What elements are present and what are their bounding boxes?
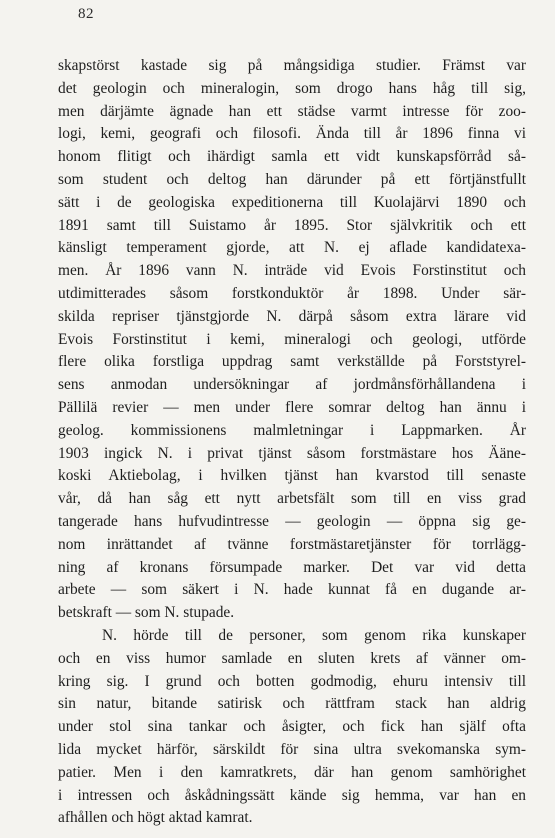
text-line: som student och deltog han därunder på ett förtjänstfullt (58, 170, 526, 188)
text-line: Pällilä revier — men under flere somrar deltog han ännu i (58, 398, 526, 416)
text-line: flere olika forstliga uppdrag samt verkställde på Forststyrel- (58, 353, 526, 371)
text-line: sin natur, bitande satirisk och rättfram stack han aldrig (58, 695, 526, 713)
page-number: 82 (78, 6, 94, 22)
paragraph-1 (58, 55, 526, 625)
text-line: honom flitigt och ihärdigt samla ett vidt kunskapsförråd så- (58, 148, 526, 166)
text-line: i intressen och åskådningssätt kände sig hemma, var han en (58, 786, 526, 804)
text-line: tangerade hans hufvudintresse — geologin — öppna sig ge- (58, 512, 526, 530)
text-line: koski Aktiebolag, i hvilken tjänst han kvarstod till senaste (58, 467, 526, 485)
text-line: Evois Forstinstitut i kemi, mineralogi och geologi, utförde (58, 330, 526, 348)
body-text (58, 55, 526, 830)
text-line: geolog. kommissionens malmletningar i Lappmarken. År (58, 421, 526, 439)
text-line: utdimitterades såsom forstkonduktör år 1898. Under sär- (58, 284, 526, 302)
text-line: det geologin och mineralogin, som drogo hans håg till sig, (58, 79, 526, 97)
text-line: känsligt temperament gjorde, att N. ej aflade kandidatexa- (58, 239, 526, 257)
text-line: och en viss humor samlade en sluten krets af vänner om- (58, 649, 526, 667)
text-line: sens anmodan undersökningar af jordmånsförhållandena i (58, 376, 526, 394)
text-line: 1891 samt till Suistamo år 1895. Stor självkritik och ett (58, 216, 526, 234)
paragraph-2 (58, 625, 526, 830)
text-line: men därjämte ägnade han ett städse varmt intresse för zoo- (58, 102, 526, 120)
text-line: 1903 ingick N. i privat tjänst såsom forstmästare hos Ääne- (58, 444, 526, 462)
text-line: skapstörst kastade sig på mångsidiga studier. Främst var (58, 57, 526, 74)
text-line: men. År 1896 vann N. inträde vid Evois Forstinstitut och (58, 262, 526, 280)
text-line: N. hörde till de personer, som genom rika kunskaper (102, 626, 526, 644)
text-line: betskraft — som N. stupade. (58, 604, 235, 622)
text-line: skilda repriser tjänstgjorde N. därpå såsom extra lärare vid (58, 307, 526, 325)
text-line: nom inrättandet af tvänne forstmästaretjänster för torrlägg- (58, 535, 526, 553)
text-line: logi, kemi, geografi och filosofi. Ända till år 1896 finna vi (58, 125, 526, 143)
text-line: ning af kronans försumpade marker. Det var vid detta (58, 558, 526, 576)
text-line: vår, då han såg ett nytt arbetsfält som till en viss grad (58, 490, 526, 508)
text-line: lida mycket härför, särskildt för sina ultra svekomanska sym- (58, 740, 526, 758)
text-line: kring sig. I grund och botten godmodig, ehuru intensiv till (58, 672, 526, 690)
text-line: sätt i de geologiska expeditionerna till Kuolajärvi 1890 och (58, 193, 526, 211)
text-line: arbete — som säkert i N. hade kunnat få en dugande ar- (58, 581, 526, 599)
text-line: patier. Men i den kamratkrets, där han genom samhörighet (58, 763, 526, 781)
text-line: afhållen och högt aktad kamrat. (58, 809, 253, 827)
text-line: under stol sina tankar och åsigter, och fick han själf ofta (58, 718, 526, 736)
